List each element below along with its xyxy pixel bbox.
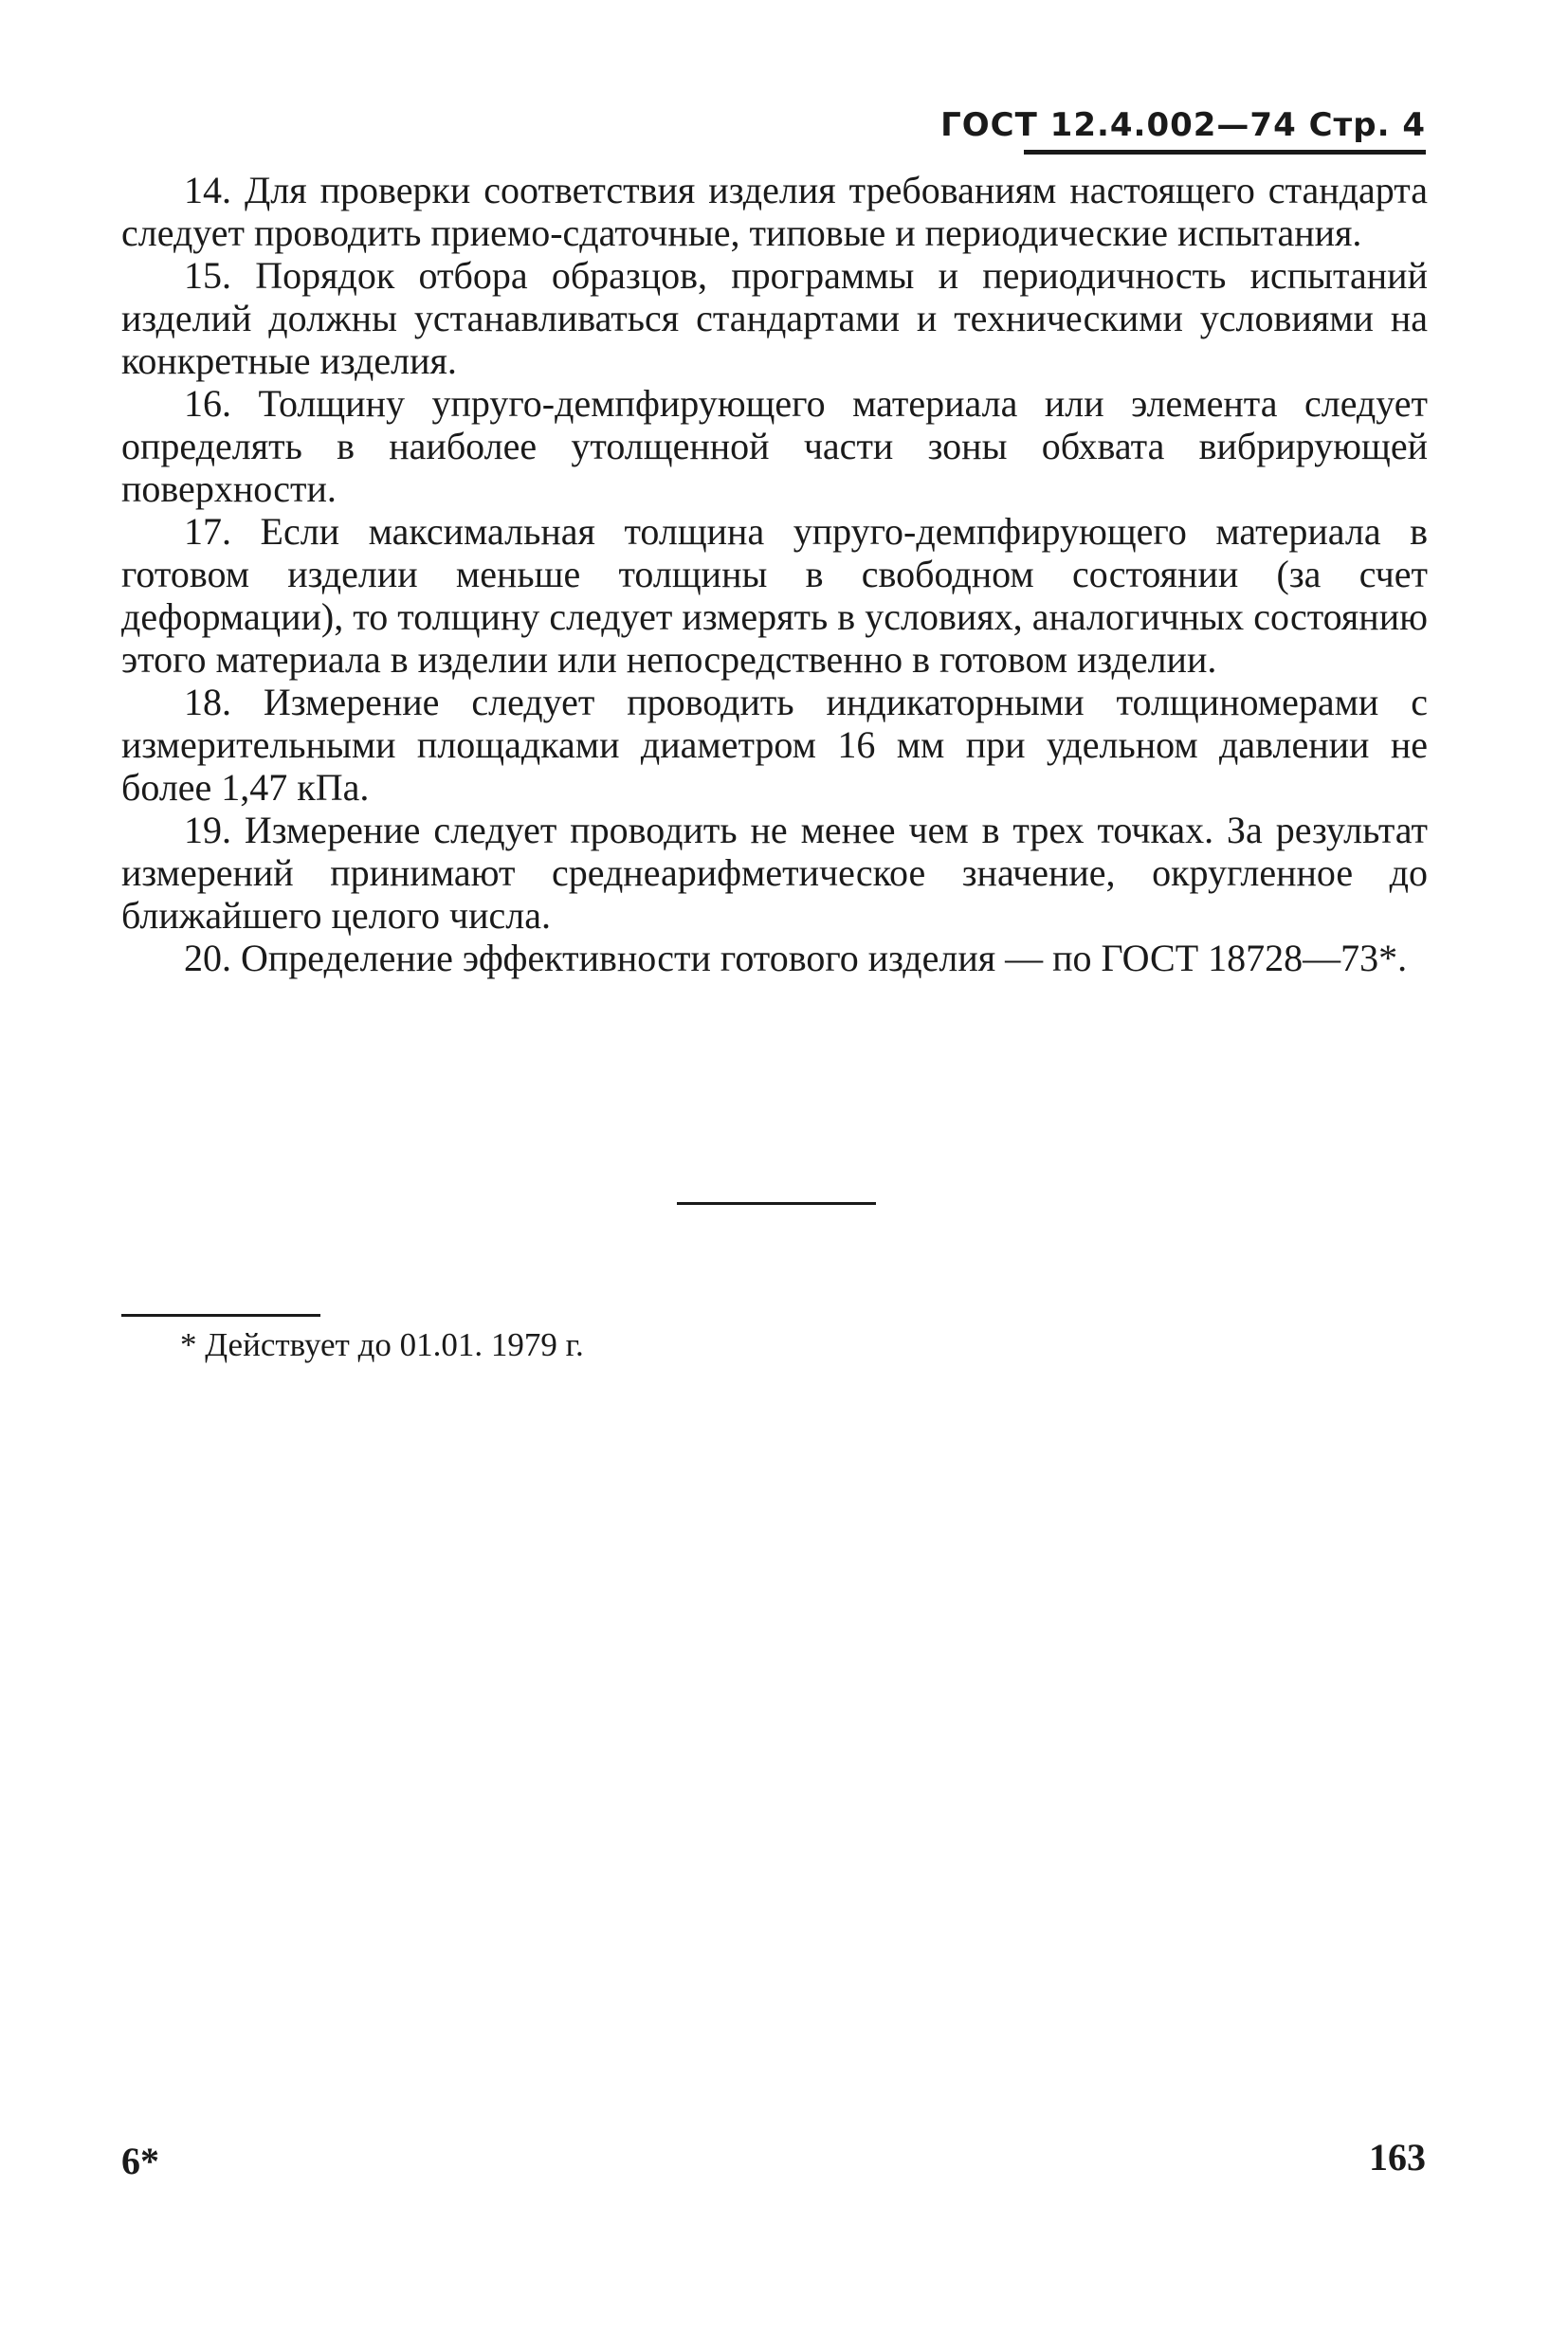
running-header: ГОСТ 12.4.002—74 Стр. 4 bbox=[940, 106, 1426, 144]
signature-mark: 6* bbox=[121, 2140, 159, 2182]
paragraph-19: 19. Измерение следует проводить не менее чем в трех точках. За результат измерений принимают среднеарифметическое значение, округленное до ближайшего целого числа. bbox=[121, 809, 1428, 937]
paragraph-18: 18. Измерение следует проводить индикаторными толщиномерами с измерительными площадками диаметром 16 мм при удельном давлении не более 1,47 кПа. bbox=[121, 681, 1428, 809]
paragraph-20: 20. Определение эффективности готового изделия — по ГОСТ 18728—73*. bbox=[184, 937, 1408, 979]
footnote: * Действует до 01.01. 1979 г. bbox=[180, 1326, 584, 1363]
section-end-rule bbox=[677, 1202, 876, 1205]
header-rule bbox=[1024, 150, 1426, 155]
page-number: 163 bbox=[1369, 2136, 1426, 2179]
paragraph-16: 16. Толщину упруго-демпфирующего материала или элемента следует определять в наиболее утолщенной части зоны обхвата вибрирующей поверхности. bbox=[121, 382, 1428, 510]
footnote-rule bbox=[121, 1314, 320, 1317]
body-text bbox=[121, 169, 1428, 979]
paragraph-14: 14. Для проверки соответствия изделия требованиям настоящего стандарта следует проводить приемо-сдаточные, типовые и периодические испытания. bbox=[121, 169, 1428, 254]
paragraph-17: 17. Если максимальная толщина упруго-демпфирующего материала в готовом изделии меньше толщины в свободном состоянии (за счет деформации), то толщину следует измерять в условиях, аналогичных состоянию этого материала в изделии или непосредственно в готовом изделии. bbox=[121, 510, 1428, 681]
paragraph-15: 15. Порядок отбора образцов, программы и периодичность испытаний изделий должны устанавливаться стандартами и техническими условиями на конкретные изделия. bbox=[121, 254, 1428, 382]
